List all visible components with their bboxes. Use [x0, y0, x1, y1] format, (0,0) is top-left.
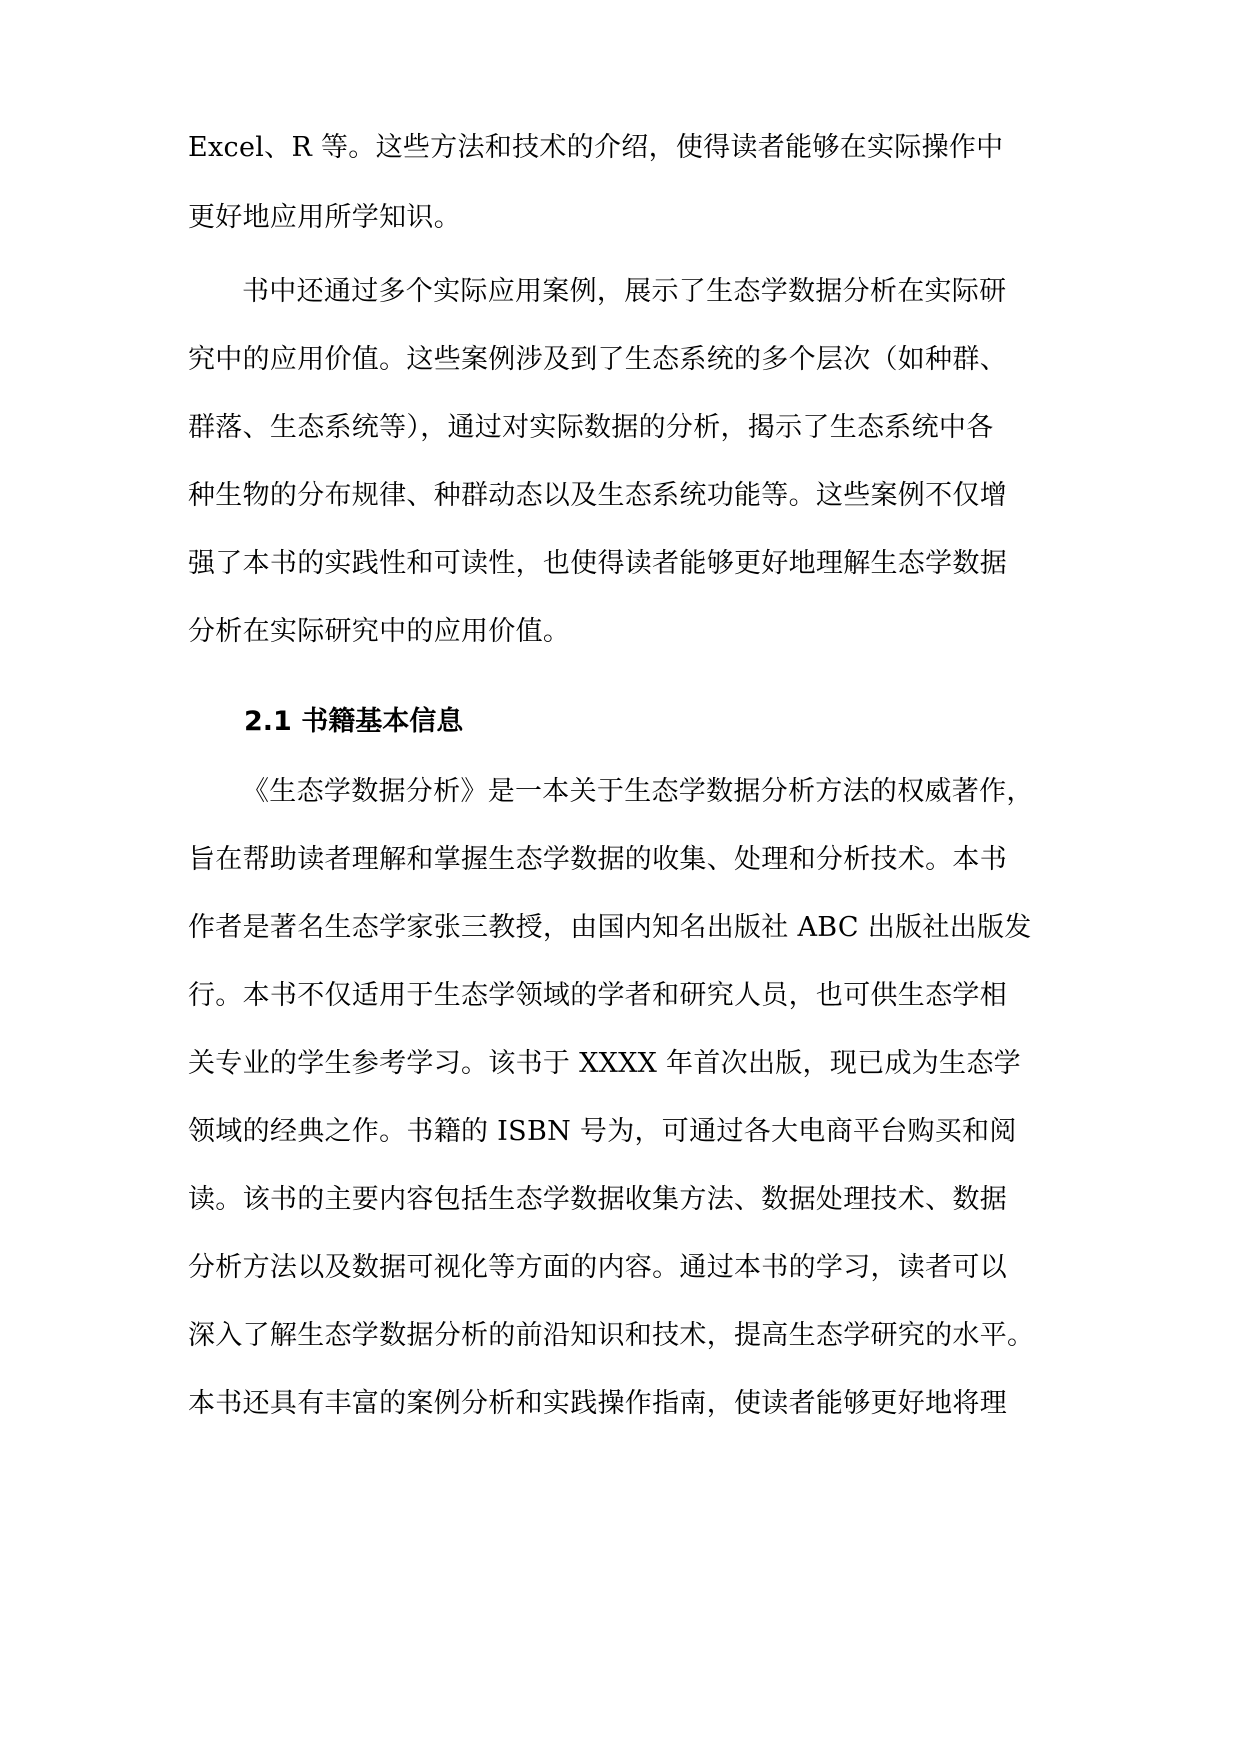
section-line-7: 读。该书的主要内容包括生态学数据收集方法、数据处理技术、数据: [188, 1184, 1007, 1215]
paragraph-2-line-3: 群落、生态系统等），通过对实际数据的分析，揭示了生态系统中各: [188, 412, 994, 443]
section-line-9: 深入了解生态学数据分析的前沿知识和技术，提高生态学研究的水平。: [188, 1320, 1035, 1351]
paragraph-1-line-2: 更好地应用所学知识。: [188, 202, 461, 233]
section-line-3: 作者是著名生态学家张三教授，由国内知名出版社 ABC 出版社出版发: [188, 912, 1032, 943]
paragraph-1-line-1: Excel、R 等。这些方法和技术的介绍，使得读者能够在实际操作中: [188, 132, 1004, 163]
section-line-1-text: 《生态学数据分析》是一本关于生态学数据分析方法的权威著作，: [242, 776, 1034, 807]
paragraph-2-line-1: [188, 272, 1068, 312]
section-line-6: 领域的经典之作。书籍的 ISBN 号为，可通过各大电商平台购买和阅: [188, 1116, 1017, 1147]
section-line-8: 分析方法以及数据可视化等方面的内容。通过本书的学习，读者可以: [188, 1252, 1007, 1283]
section-line-2: 旨在帮助读者理解和掌握生态学数据的收集、处理和分析技术。本书: [188, 844, 1007, 875]
paragraph-2-line-2: 究中的应用价值。这些案例涉及到了生态系统的多个层次（如种群、: [188, 344, 1007, 375]
section-heading: 2.1 书籍基本信息: [244, 706, 464, 737]
section-line-1: [188, 772, 1068, 812]
section-line-4: 行。本书不仅适用于生态学领域的学者和研究人员，也可供生态学相: [188, 980, 1007, 1011]
paragraph-2-line-4: 种生物的分布规律、种群动态以及生态系统功能等。这些案例不仅增: [188, 480, 1007, 511]
paragraph-2-line-6: 分析在实际研究中的应用价值。: [188, 616, 571, 647]
paragraph-2-line-5: 强了本书的实践性和可读性，也使得读者能够更好地理解生态学数据: [188, 548, 1007, 579]
section-line-10: 本书还具有丰富的案例分析和实践操作指南，使读者能够更好地将理: [188, 1388, 1007, 1419]
section-line-5: 关专业的学生参考学习。该书于 XXXX 年首次出版，现已成为生态学: [188, 1048, 1021, 1079]
paragraph-2-line-1-text: 书中还通过多个实际应用案例，展示了生态学数据分析在实际研: [242, 276, 1007, 307]
